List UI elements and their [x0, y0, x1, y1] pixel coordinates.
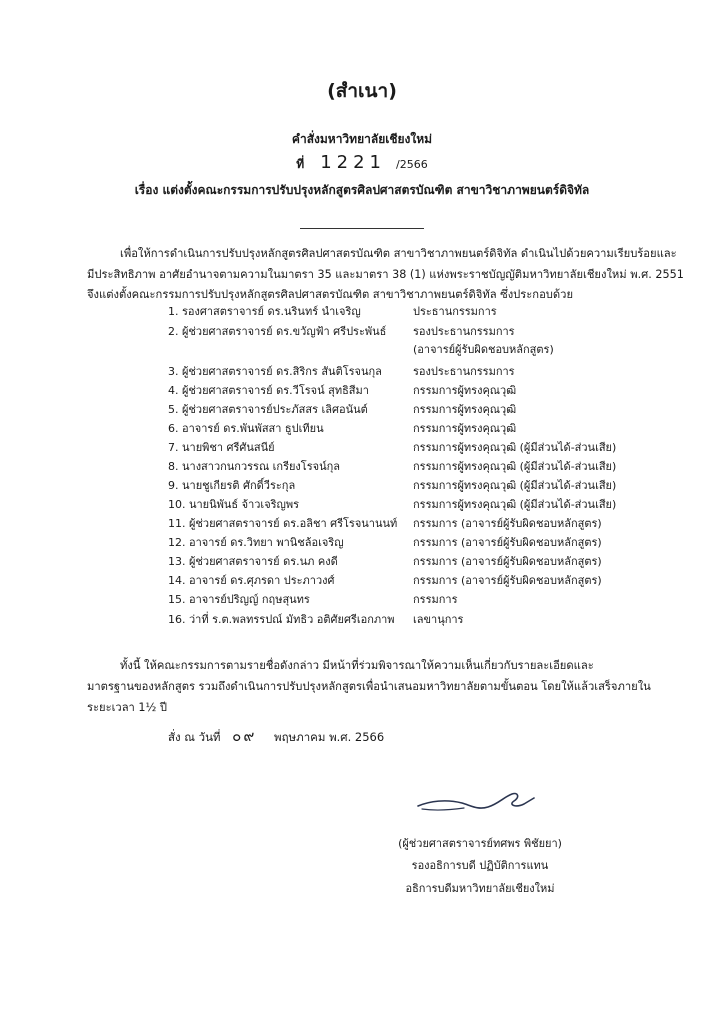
member-row — [0, 590, 724, 607]
member-row — [0, 552, 724, 569]
member-row — [0, 322, 724, 339]
order-date — [168, 724, 384, 748]
order-date-prefix: สั่ง ณ วันที่ — [168, 730, 221, 744]
member-role: เลขานุการ — [413, 613, 464, 626]
member-name: 4. ผู้ช่วยศาสตราจารย์ ดร.วีโรจน์ สุทธิสีมา — [168, 384, 369, 397]
member-name: 8. นางสาวกนกวรรณ เกรียงโรจน์กุล — [168, 460, 340, 473]
member-row — [0, 476, 724, 493]
member-name: 10. นายนิพันธ์ จ้าวเจริญพร — [168, 498, 300, 511]
member-row — [0, 381, 724, 398]
member-row — [0, 362, 724, 379]
order-date-month-year: พฤษภาคม พ.ศ. 2566 — [273, 730, 385, 744]
intro-line: มีประสิทธิภาพ อาศัยอำนาจตามความในมาตรา 35 และมาตรา 38 (1) แห่งพระราชบัญญัติมหาวิทยาลัยเชียงใหม่ พ.ศ. 2551 — [87, 268, 684, 281]
member-row — [0, 400, 724, 417]
copy-label: (สำเนา) — [327, 80, 397, 102]
signature-image — [412, 784, 542, 818]
member-role: กรรมการ (อาจารย์ผู้รับผิดชอบหลักสูตร) — [413, 555, 602, 568]
duty-line: ทั้งนี้ ให้คณะกรรมการตามรายชื่อดังกล่าว มีหน้าที่ร่วมพิจารณาให้ความเห็นเกี่ยวกับรายละเอียดและ — [120, 659, 594, 672]
member-row — [0, 514, 724, 531]
member-row — [0, 419, 724, 436]
subject-line: เรื่อง แต่งตั้งคณะกรรมการปรับปรุงหลักสูตรศิลปศาสตรบัณฑิต สาขาวิชาภาพยนตร์ดิจิทัล — [134, 183, 590, 197]
member-name: 16. ว่าที่ ร.ต.พลทรรปณ์ มัทธิว อติศัยศรีเอกภาพ — [168, 613, 395, 626]
member-row — [0, 610, 724, 627]
member-role: กรรมการ (อาจารย์ผู้รับผิดชอบหลักสูตร) — [413, 574, 602, 587]
member-row — [0, 571, 724, 588]
issuer-heading: คำสั่งมหาวิทยาลัยเชียงใหม่ — [291, 132, 433, 146]
member-name: 3. ผู้ช่วยศาสตราจารย์ ดร.สิริกร สันติโรจนกุล — [168, 365, 382, 378]
member-role: กรรมการผู้ทรงคุณวุฒิ — [413, 384, 517, 397]
member-row — [0, 438, 724, 455]
member-role: กรรมการ — [413, 593, 458, 606]
member-name: 6. อาจารย์ ดร.พันพัสสา ธูปเทียน — [168, 422, 324, 435]
member-row — [0, 302, 724, 319]
member-name: 13. ผู้ช่วยศาสตราจารย์ ดร.นภ คงดี — [168, 555, 338, 568]
member-name: 12. อาจารย์ ดร.วิทยา พานิชล้อเจริญ — [168, 536, 344, 549]
member-role: กรรมการ (อาจารย์ผู้รับผิดชอบหลักสูตร) — [413, 517, 602, 530]
order-year: /2566 — [396, 158, 428, 171]
member-name: 5. ผู้ช่วยศาสตราจารย์ประภัสสร เลิศอนันต์ — [168, 403, 368, 416]
duty-line: ระยะเวลา 1½ ปี — [87, 701, 168, 714]
member-row — [0, 457, 724, 474]
signatory-position: รองอธิการบดี ปฏิบัติการแทน — [411, 859, 549, 872]
member-name: 7. นายพิชา ศรีศันสนีย์ — [168, 441, 275, 454]
member-role: รองประธานกรรมการ — [413, 365, 515, 378]
intro-line: จึงแต่งตั้งคณะกรรมการปรับปรุงหลักสูตรศิลปศาสตรบัณฑิต สาขาวิชาภาพยนตร์ดิจิทัล ซึ่งประกอบด้วย — [87, 288, 573, 301]
member-role: รองประธานกรรมการ — [413, 325, 515, 338]
member-role: กรรมการผู้ทรงคุณวุฒิ (ผู้มีส่วนได้-ส่วนเสีย) — [413, 441, 617, 454]
member-row — [0, 533, 724, 550]
member-role: กรรมการผู้ทรงคุณวุฒิ (ผู้มีส่วนได้-ส่วนเสีย) — [413, 498, 617, 511]
order-date-day: ๐๙ — [232, 727, 257, 745]
member-row — [0, 340, 724, 357]
member-role: กรรมการผู้ทรงคุณวุฒิ — [413, 403, 517, 416]
member-name: 14. อาจารย์ ดร.ศุภรดา ประภาวงศ์ — [168, 574, 335, 587]
member-name: 9. นายชูเกียรติ ศักดิ์วีระกุล — [168, 479, 296, 492]
member-name: 15. อาจารย์ปริญญ์ กฤษสุนทร — [168, 593, 310, 606]
duty-line: มาตรฐานของหลักสูตร รวมถึงดำเนินการปรับปรุงหลักสูตรเพื่อนำเสนอมหาวิทยาลัยตามขั้นตอน โดยให้แล้วเสร็จภายใน — [87, 680, 651, 693]
signatory-name: (ผู้ช่วยศาสตราจารย์ทศพร พิชัยยา) — [398, 837, 562, 850]
signatory-position: อธิการบดีมหาวิทยาลัยเชียงใหม่ — [405, 882, 555, 895]
member-row — [0, 495, 724, 512]
order-prefix: ที่ — [296, 157, 305, 171]
order-number: 1221 — [320, 152, 387, 173]
member-role: กรรมการผู้ทรงคุณวุฒิ — [413, 422, 517, 435]
member-name: 11. ผู้ช่วยศาสตราจารย์ ดร.อลิชา ศรีโรจนานนท์ — [168, 517, 398, 530]
member-role: กรรมการ (อาจารย์ผู้รับผิดชอบหลักสูตร) — [413, 536, 602, 549]
member-name: 2. ผู้ช่วยศาสตราจารย์ ดร.ขวัญฟ้า ศรีประพันธ์ — [168, 325, 387, 338]
intro-line: เพื่อให้การดำเนินการปรับปรุงหลักสูตรศิลปศาสตรบัณฑิต สาขาวิชาภาพยนตร์ดิจิทัล ดำเนินไปด้วยความเรียบร้อยและ — [120, 247, 677, 260]
order-number-line — [0, 152, 724, 174]
member-role: กรรมการผู้ทรงคุณวุฒิ (ผู้มีส่วนได้-ส่วนเสีย) — [413, 460, 617, 473]
member-role: กรรมการผู้ทรงคุณวุฒิ (ผู้มีส่วนได้-ส่วนเสีย) — [413, 479, 617, 492]
member-name: 1. รองศาสตราจารย์ ดร.นรินทร์ นำเจริญ — [168, 305, 361, 318]
member-role: ประธานกรรมการ — [413, 305, 497, 318]
member-role: (อาจารย์ผู้รับผิดชอบหลักสูตร) — [413, 343, 554, 356]
divider-rule — [300, 228, 424, 229]
